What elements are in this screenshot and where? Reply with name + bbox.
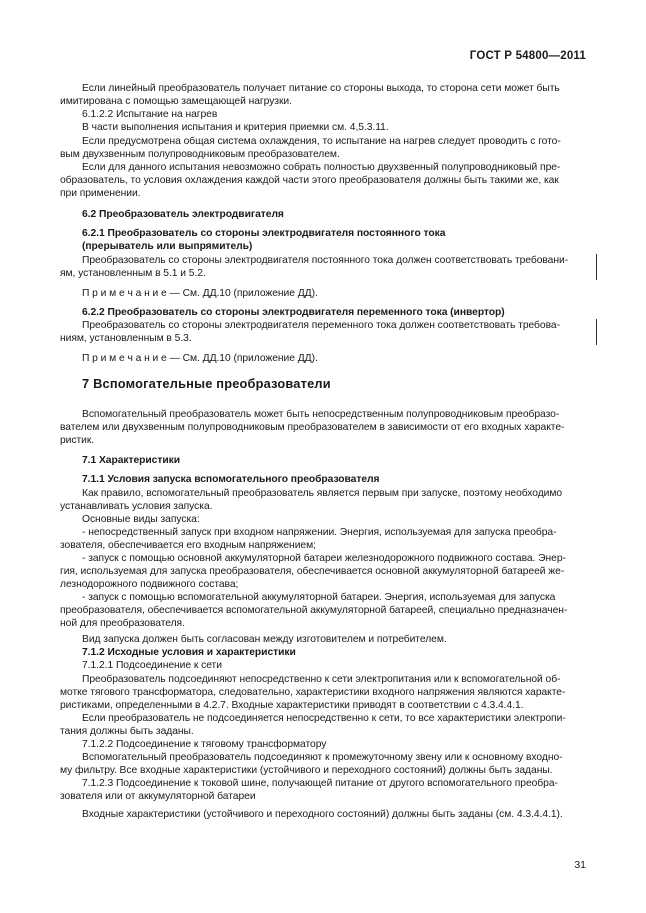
text-line: вым двухзвенным полупроводниковым преобразователем. <box>60 149 340 160</box>
text-line: Основные виды запуска: <box>82 514 200 525</box>
text-line: му фильтру. Все входные характеристики (устойчивого и переходного состояний) должны быть заданы. <box>60 765 553 776</box>
text-line: зователя или от аккумуляторной батареи <box>60 791 256 802</box>
subsection-heading: 6.2.1 Преобразователь со стороны электродвигателя постоянного тока <box>82 228 446 239</box>
text-line: гия, используемая для запуска преобразователя, обеспечивается основной аккумуляторной батареей же- <box>60 566 565 577</box>
text-line: В части выполнения испытания и критерия приемки см. 4,5.3.11. <box>82 122 389 133</box>
subsection-heading: 6.2.2 Преобразователь со стороны электродвигателя переменного тока (инвертор) <box>82 307 505 318</box>
section-heading: 7 Вспомогательные преобразователи <box>82 376 331 391</box>
text-line: при применении. <box>60 188 141 199</box>
text-line: Вспомогательный преобразователь может быть непосредственным полупроводниковым преобразо- <box>82 409 560 420</box>
text-line: ристик. <box>60 435 95 446</box>
text-line: - запуск с помощью основной аккумуляторной батареи железнодорожного подвижного состава. Энер- <box>82 553 566 564</box>
text-line: 7.1.2.2 Подсоединение к тяговому трансформатору <box>82 739 327 750</box>
text-line: устанавливать условия запуска. <box>60 501 213 512</box>
page-number: 31 <box>574 859 586 871</box>
text-line: преобразователя, обеспечивается вспомогательной аккумуляторной батареей, специально предназначен- <box>60 605 568 616</box>
revision-margin-bar <box>596 254 597 280</box>
text-line: 6.1.2.2 Испытание на нагрев <box>82 109 218 120</box>
subsection-heading: 6.2 Преобразователь электродвигателя <box>82 209 284 220</box>
text-line: Если для данного испытания невозможно собрать полностью двухзвенный полупроводниковый пре- <box>82 162 561 173</box>
text-line: Как правило, вспомогательный преобразователь является первым при запуске, поэтому необходимо <box>82 488 563 499</box>
text-line: вателем или двухзвенным полупроводниковым преобразователем в зависимости от его входных характе- <box>60 422 565 433</box>
text-line: ной для преобразователя. <box>60 618 185 629</box>
subsection-heading: 7.1 Характеристики <box>82 455 181 466</box>
text-line: - непосредственный запуск при входном напряжении. Энергия, используемая для запуска преобра- <box>82 527 557 538</box>
text-line: Вид запуска должен быть согласован между изготовителем и потребителем. <box>82 634 447 645</box>
note-line: П р и м е ч а н и е — См. ДД.10 (приложение ДД). <box>82 288 318 299</box>
text-line: Преобразователь со стороны электродвигателя переменного тока должен соответствовать требова- <box>82 320 560 331</box>
text-line: ям, установленным в 5.1 и 5.2. <box>60 268 206 279</box>
text-line: Если линейный преобразователь получает питание со стороны выхода, то сторона сети может быть <box>82 83 560 94</box>
text-line: ристиками, определенными в 4.2.7. Входные характеристики приводят в соответствии с 4.3.4.4.1. <box>60 700 524 711</box>
text-line: 7.1.2.1 Подсоединение к сети <box>82 660 222 671</box>
note-line: П р и м е ч а н и е — См. ДД.10 (приложение ДД). <box>82 353 318 364</box>
text-line: мотке тягового трансформатора, следовательно, характеристики входного напряжения являются характе- <box>60 687 566 698</box>
text-line: Если предусмотрена общая система охлаждения, то испытание на нагрев следует проводить с гото- <box>82 136 561 147</box>
text-line: 7.1.2.3 Подсоединение к токовой шине, получающей питание от другого вспомогательного преобра- <box>82 778 558 789</box>
subsection-heading: 7.1.1 Условия запуска вспомогательного преобразователя <box>82 474 380 485</box>
text-line: Преобразователь подсоединяют непосредственно к сети электропитания или к вспомогательной об- <box>82 674 561 685</box>
text-line: лезнодорожного подвижного состава; <box>60 579 239 590</box>
subsection-heading: 7.1.2 Исходные условия и характеристики <box>82 647 296 658</box>
text-line: имитирована с помощью замещающей нагрузки. <box>60 96 292 107</box>
text-line: Входные характеристики (устойчивого и переходного состояний) должны быть заданы (см. 4.3.4.4.1). <box>82 809 563 820</box>
text-line: Преобразователь со стороны электродвигателя постоянного тока должен соответствовать требовани- <box>82 255 569 266</box>
text-line: Если преобразователь не подсоединяется непосредственно к сети, то все характеристики электропи- <box>82 713 566 724</box>
revision-margin-bar <box>596 319 597 345</box>
text-line: Вспомогательный преобразователь подсоединяют к промежуточному звену или к основному входно- <box>82 752 563 763</box>
text-line: образователь, то условия охлаждения каждой части этого преобразователя должны быть такими же, как <box>60 175 559 186</box>
document-code-header: ГОСТ Р 54800—2011 <box>469 50 586 62</box>
text-line: - запуск с помощью вспомогательной аккумуляторной батареи. Энергия, используемая для запуска <box>82 592 556 603</box>
text-line: ниям, установленным в 5.3. <box>60 333 192 344</box>
subsection-heading: (прерыватель или выпрямитель) <box>82 241 253 252</box>
text-line: тания должны быть заданы. <box>60 726 194 737</box>
text-line: зователя, обеспечивается его входным напряжением; <box>60 540 316 551</box>
